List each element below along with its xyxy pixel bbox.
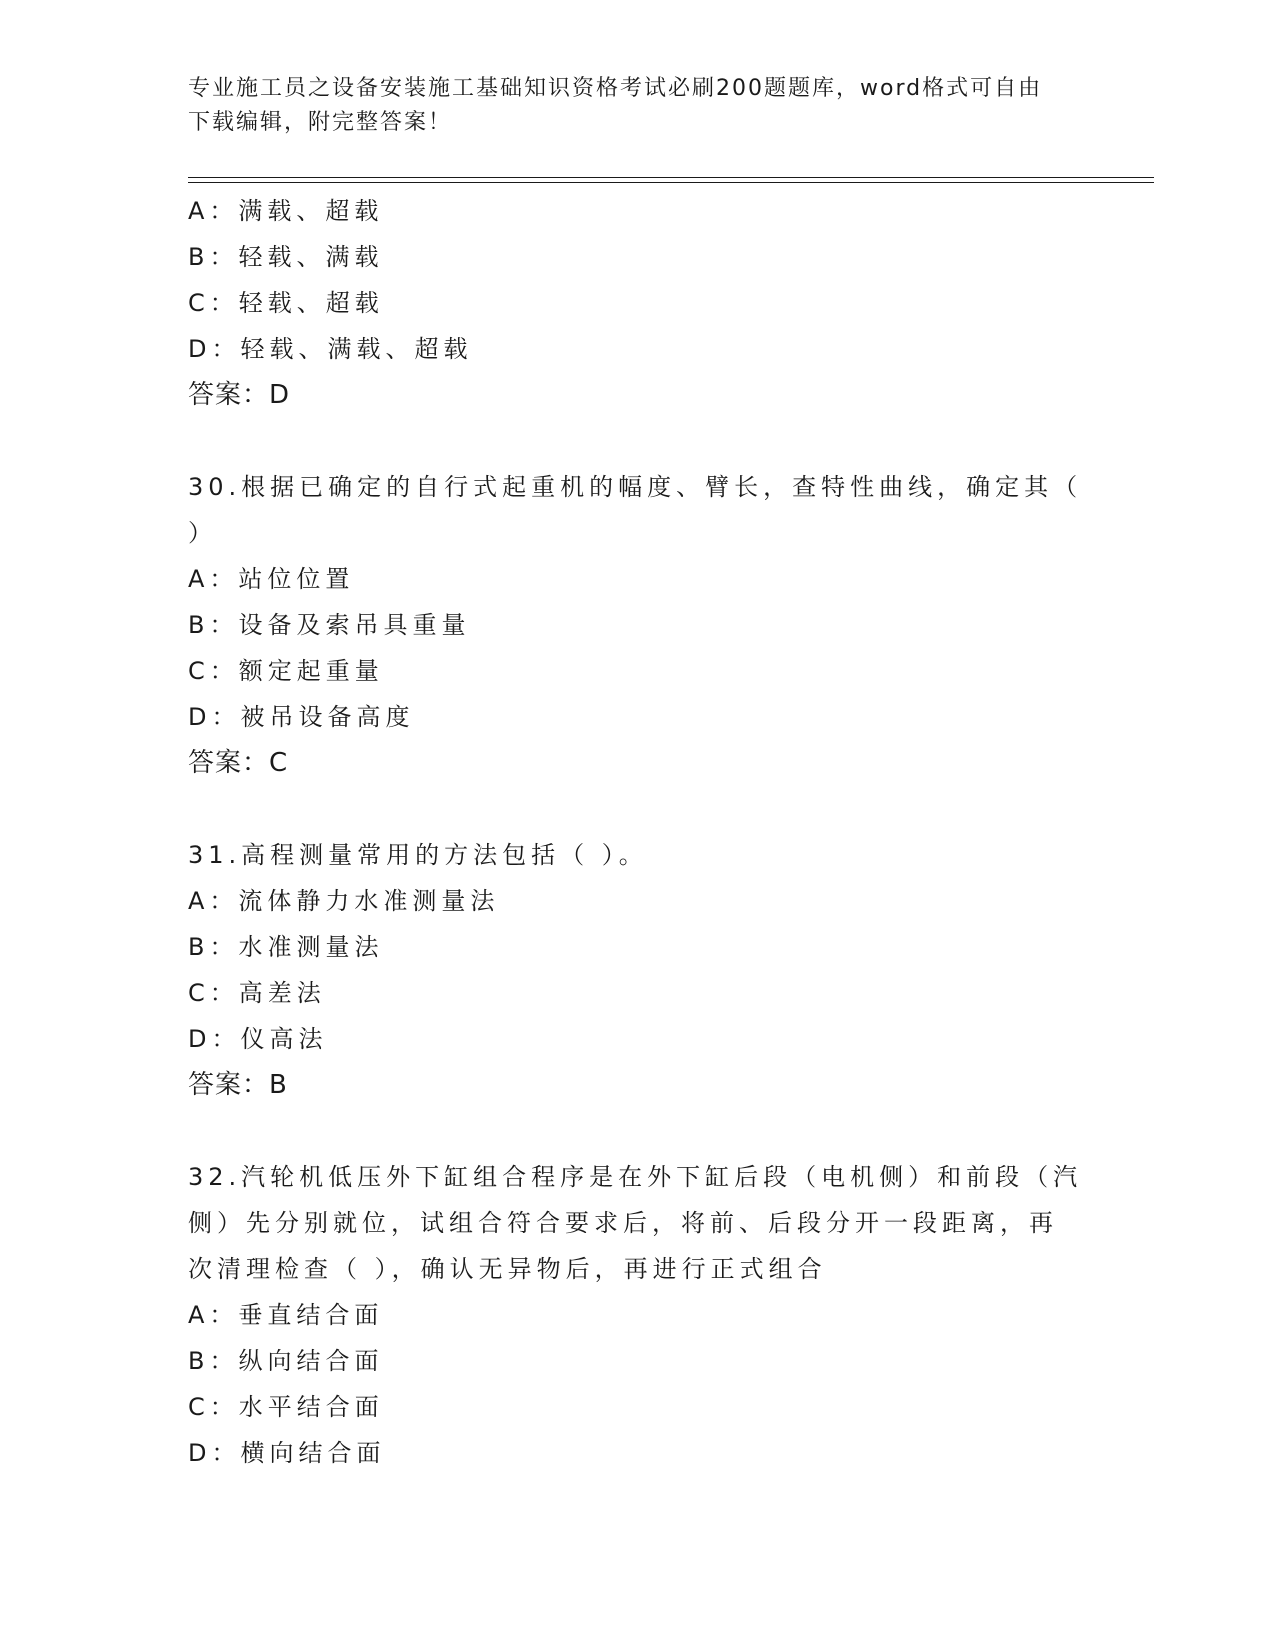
option-b: B：轻载、满载 [188,243,384,271]
question-30 [188,464,1088,786]
question-stem: 30.根据已确定的自行式起重机的幅度、臂长，查特性曲线，确定其（ [188,473,1083,501]
option-d: D：轻载、满载、超载 [188,335,473,363]
option-c: C：额定起重量 [188,657,384,685]
question-29 [188,188,1088,418]
spacer [188,786,1088,832]
option-a: A：垂直结合面 [188,1301,384,1329]
option-d: D：被吊设备高度 [188,703,415,731]
option-a: A：流体静力水准测量法 [188,887,500,915]
spacer [188,418,1088,464]
header-title-line-1: 专业施工员之设备安装施工基础知识资格考试必刷200题题库，word格式可自由 [188,76,1043,101]
question-stem-cont: ） [188,519,217,547]
option-a: A：站位位置 [188,565,355,593]
header-divider-top [188,177,1154,178]
option-a: A：满载、超载 [188,197,384,225]
answer: 答案：D [188,380,291,410]
spacer [188,1108,1088,1154]
option-b: B：水准测量法 [188,933,384,961]
question-list [188,188,1088,1476]
option-d: D：横向结合面 [188,1439,386,1467]
question-stem-cont: 侧）先分别就位，试组合符合要求后，将前、后段分开一段距离，再 [188,1209,1058,1237]
option-b: B：设备及索吊具重量 [188,611,471,639]
option-c: C：高差法 [188,979,326,1007]
header-divider-bottom [188,182,1154,183]
option-b: B：纵向结合面 [188,1347,384,1375]
question-stem: 32.汽轮机低压外下缸组合程序是在外下缸后段（电机侧）和前段（汽 [188,1163,1083,1191]
header-title-line-2: 下载编辑，附完整答案！ [188,110,453,135]
option-d: D：仪高法 [188,1025,328,1053]
answer: 答案：B [188,1070,288,1100]
question-stem: 31.高程测量常用的方法包括（ ）。 [188,841,648,869]
document-header [188,72,1088,140]
option-c: C：水平结合面 [188,1393,384,1421]
option-c: C：轻载、超载 [188,289,384,317]
question-32 [188,1154,1088,1476]
question-stem-cont: 次清理检查（ ），确认无异物后，再进行正式组合 [188,1255,827,1283]
question-31 [188,832,1088,1108]
answer: 答案：C [188,748,289,778]
